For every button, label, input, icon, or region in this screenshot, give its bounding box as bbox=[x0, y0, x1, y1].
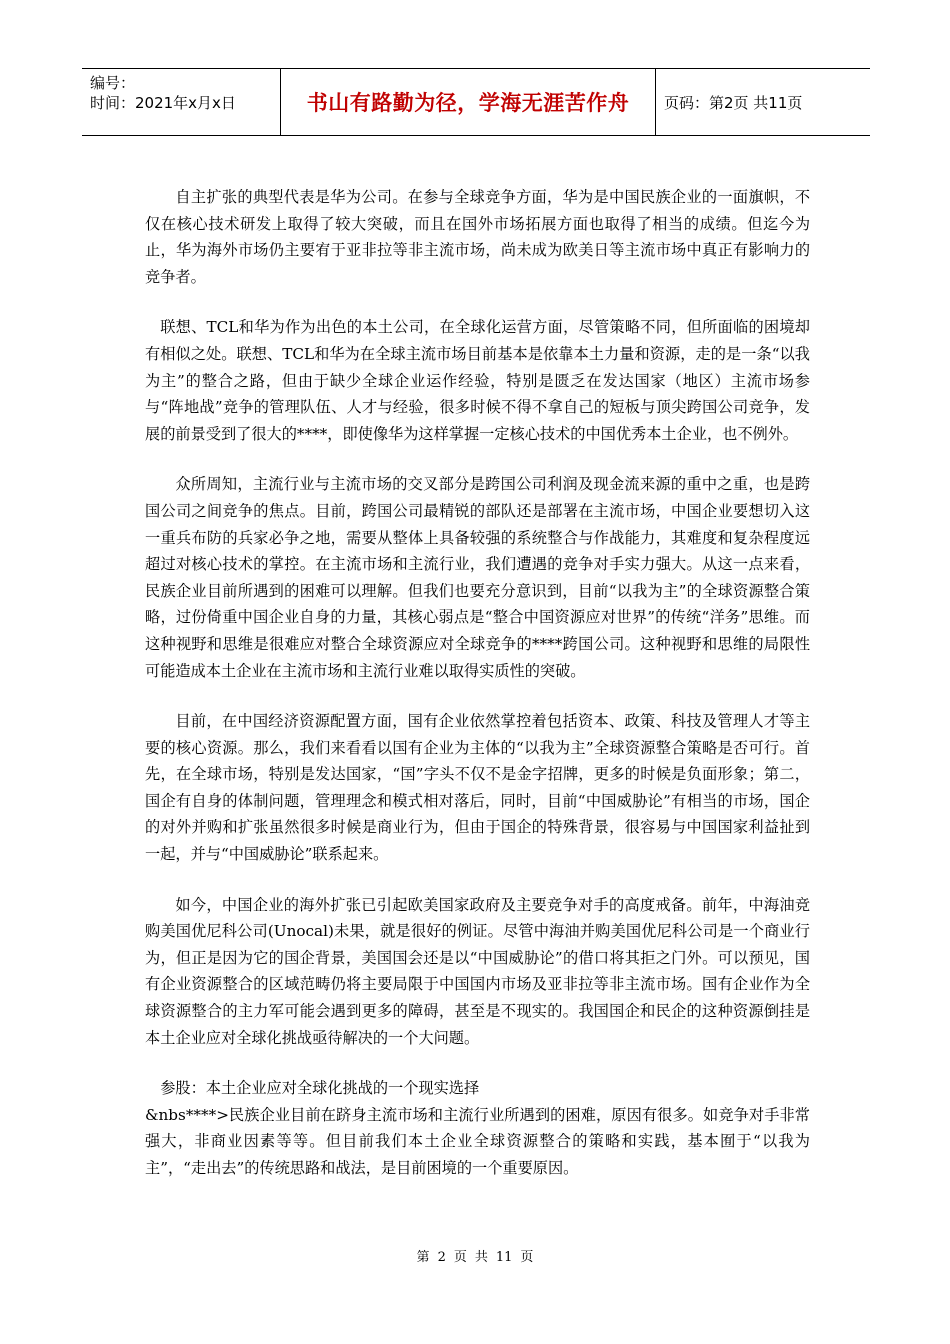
footer-ye-2: 页 bbox=[520, 1250, 534, 1265]
header-motto: 书山有路勤为径，学海无涯苦作舟 bbox=[306, 91, 630, 115]
reference-title: 参股：本土企业应对全球化挑战的一个现实选择 bbox=[160, 1079, 480, 1098]
page-footer bbox=[0, 1246, 950, 1265]
footer-page-number: 2 bbox=[437, 1250, 446, 1265]
paragraph-2: 联想、TCL和华为作为出色的本土公司，在全球化运营方面，尽管策略不同，但所面临的困境却有相似之处。联想、TCL和华为在全球主流市场目前基本是依靠本土力量和资源，走的是一条“以我为主”的整合之路，但由于缺少全球企业运作经验，特别是匮乏在发达国家（地区）主流市场参与“阵地战”竞争的管理队伍、人才与经验，很多时候不得不拿自己的短板与顶尖跨国公司竞争，发展的前景受到了很大的****，即使像华为这样掌握一定核心技术的中国优秀本土企业，也不例外。 bbox=[145, 318, 810, 443]
document-time-label: 时间：2021年x月x日 bbox=[90, 94, 236, 112]
paragraph-1: 自主扩张的典型代表是华为公司。在参与全球竞争方面，华为是中国民族企业的一面旗帜，不仅在核心技术研发上取得了较大突破，而且在国外市场拓展方面也取得了相当的成绩。但迄今为止，华为海外市场仍主要宥于亚非拉等非主流市场，尚未成为欧美日等主流市场中真正有影响力的竞争者。 bbox=[145, 188, 810, 286]
header-meta bbox=[82, 69, 281, 135]
reference-paragraph: &nbs****>民族企业目前在跻身主流市场和主流行业所遇到的困难，原因有很多。如竞争对手非常强大，非商业因素等等。但目前我们本土企业全球资源整合的策略和实践，基本囿于“以我为主”，“走出去”的传统思路和战法，是目前困境的一个重要原因。 bbox=[145, 1105, 810, 1177]
footer-gong: 共 bbox=[474, 1250, 488, 1265]
header-motto-cell bbox=[281, 69, 656, 135]
footer-di: 第 bbox=[416, 1250, 430, 1265]
footer-total-pages: 11 bbox=[495, 1250, 513, 1265]
paragraph-5: 如今，中国企业的海外扩张已引起欧美国家政府及主要竞争对手的高度戒备。前年，中海油竞购美国优尼科公司(Unocal)未果，就是很好的例证。尽管中海油并购美国优尼科公司是一个商业行为，但正是因为它的国企背景，美国国会还是以“中国威胁论”的借口将其拒之门外。可以预见，国有企业资源整合的区域范畴仍将主要局限于中国国内市场及亚非拉等非主流市场。国有企业作为全球资源整合的主力军可能会遇到更多的障碍，甚至是不现实的。我国国企和民企的这种资源倒挂是本土企业应对全球化挑战亟待解决的一个大问题。 bbox=[145, 895, 810, 1047]
paragraph-3: 众所周知，主流行业与主流市场的交叉部分是跨国公司利润及现金流来源的重中之重，也是跨国公司之间竞争的焦点。目前，跨国公司最精锐的部队还是部署在主流市场，中国企业要想切入这一重兵布防的兵家必争之地，需要从整体上具备较强的系统整合与作战能力，其难度和复杂程度远超过对核心技术的掌控。在主流市场和主流行业，我们遭遇的竞争对手实力强大。从这一点来看，民族企业目前所遇到的困难可以理解。但我们也要充分意识到，目前“以我为主”的全球资源整合策略，过份倚重中国企业自身的力量，其核心弱点是“整合中国资源应对世界”的传统“洋务”思维。而这种视野和思维是很难应对整合全球资源应对全球竞争的****跨国公司。这种视野和思维的局限性可能造成本土企业在主流市场和主流行业难以取得实质性的突破。 bbox=[145, 475, 810, 680]
page-header bbox=[82, 68, 870, 136]
footer-ye: 页 bbox=[453, 1250, 467, 1265]
document-number-label: 编号： bbox=[90, 74, 136, 92]
paragraph-4: 目前，在中国经济资源配置方面，国有企业依然掌控着包括资本、政策、科技及管理人才等主要的核心资源。那么，我们来看看以国有企业为主体的“以我为主”全球资源整合策略是否可行。首先，在全球市场，特别是发达国家，“国”字头不仅不是金字招牌，更多的时候是负面形象；第二，国企有自身的体制问题，管理理念和模式相对落后，同时，目前“中国威胁论”有相当的市场，国企的对外并购和扩张虽然很多时候是商业行为，但由于国企的特殊背景，很容易与中国国家利益扯到一起，并与“中国威胁论”联系起来。 bbox=[145, 712, 810, 864]
document-body bbox=[145, 184, 810, 1206]
header-page-info: 页码：第2页 共11页 bbox=[664, 93, 803, 112]
